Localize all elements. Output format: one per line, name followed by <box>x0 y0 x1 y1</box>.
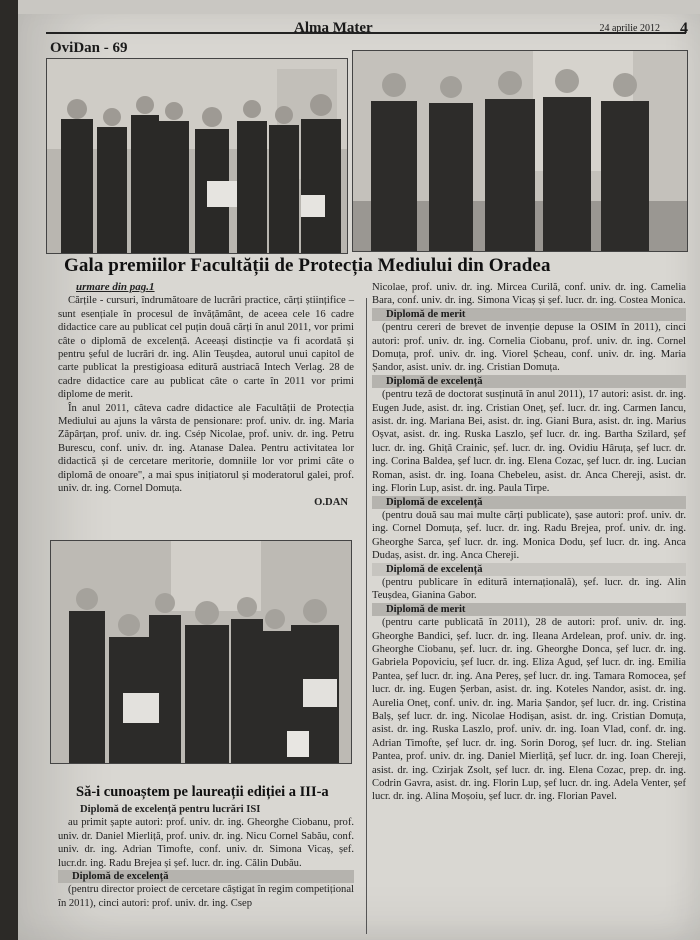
issue-date: 24 aprilie 2012 <box>599 23 660 34</box>
header-rule <box>46 32 686 34</box>
continued-note: urmare din pag.1 <box>76 281 155 293</box>
group-photo-right <box>352 50 688 252</box>
awards-column-right <box>372 281 686 804</box>
laureates-section <box>58 803 354 910</box>
article-headline: Gala premiilor Facultății de Protecția Mediului din Oradea <box>64 255 551 276</box>
group-photo-bottom <box>50 540 352 764</box>
laureates-title: Să-i cunoaștem pe laureații ediției a III-a <box>76 784 329 800</box>
excellence-diploma-text-2: (pentru două sau mai multe cărți publicate), șase autori: prof. univ. dr. ing. Cornel Domuța, șef. lucr. dr. ing. Radu Brejea, prof. univ. dr. ing. Gheorghe Sarca, șef lucr. dr. ing. Monica Dodu, șef lucr. dr. ing. Anca Dudaș, asist. dr. ing. Anca Chereji. <box>372 509 686 562</box>
author-signature: O.DAN <box>314 496 348 508</box>
isi-diploma-heading: Diplomă de excelență pentru lucrări ISI <box>80 804 261 815</box>
newspaper-name: Alma Mater <box>294 20 373 36</box>
group-photo-left <box>46 58 348 254</box>
excellence-diploma-heading-3: Diplomă de excelență <box>372 563 686 576</box>
merit-diploma-heading-2: Diplomă de merit <box>372 603 686 616</box>
director-diploma-text: (pentru director proiect de cercetare câștigat în regim competițional în 2011), cinci autori: prof. univ. dr. ing. Csep <box>58 884 354 909</box>
top-margin <box>18 0 700 14</box>
page-number: 4 <box>680 20 688 37</box>
newspaper-page <box>18 0 700 940</box>
article-body-left <box>58 281 354 509</box>
excellence-diploma-heading-2: Diplomă de excelență <box>372 496 686 509</box>
section-label: OviDan - 69 <box>50 40 128 56</box>
merit-diploma-text-1: (pentru cereri de brevet de invenție depuse la OSIM în 2011), cinci autori: prof. univ. dr. ing. Cornelia Ciobanu, prof. univ. dr. ing. Cornel Domuța, prof. univ. dr. ing. Viorel Șcheau, conf. univ. dr. ing. Maria Șandor, asist. univ. dr. ing. Cristian Domuța. <box>372 322 686 374</box>
excellence-diploma-text-3: (pentru publicare în editură internațională), șef. lucr. dr. ing. Alin Teușdea, Gianina Gabor. <box>372 576 686 602</box>
merit-diploma-text-2: (pentru carte publicată în 2011), 28 de autori: prof. univ. dr. ing. Gheorghe Bandici, șef. lucr. dr. ing. Ileana Ardelean, prof. univ. dr. ing. Gheorghe Ciobanu, șef. lucr. dr. ing. Gheorghe Donca, șef lucr. dr. ing. Gabriela Popoviciu, șef lucr. dr. ing. Eliza Agud, șef lucr. dr. ing. Emilia Pantea, șef lucr. dr. ing. Ana Pereș, șef lucr. dr. ing. Tamara Romocea, șef lucr. dr. ing. Eugen Șerban, asist. dr. ing. Koteles Nandor, asist. dr. ing. Aurelia Oneț, conf. univ. dr. ing. Maria Șandor, șef lucr. dr. ing. Cristina Balș, șef lucr. dr. ing. Nicolae Hodișan, asist. dr. ing. Cristian Domuța, asist. dr. ing. Ruska Laszlo, prof. univ. dr. ing. Ioan Vlad, conf. dr. ing. Adrian Timofte, șef lucr. dr. ing. Sorin Dorog, șef lucr. dr. ing. Stelian Pantea, prof. univ. dr. ing. Daniel Mierliță, șef lucr. dr. ing. Ioan Chereji, asist. dr. ing. Czirjak Zsolt, șef lucr. dr. ing. Elena Cozac, prep. dr. ing. Codrin Gavra, asist. dr. ing. Florin Lup, șef lucr. dr. ing. Adela Venter, șef lucr. dr. ing. Alina Moșoiu, șef lucr. dr. ing. Florian Pavel. <box>372 617 686 803</box>
director-diploma-heading: Diplomă de excelență <box>58 870 354 883</box>
excellence-diploma-heading-1: Diplomă de excelență <box>372 375 686 388</box>
column-divider <box>366 298 367 934</box>
isi-diploma-text: au primit șapte autori: prof. univ. dr. ing. Gheorghe Ciobanu, prof. univ. dr. Daniel Mierliță, prof. univ. dr. ing. Nicu Cornel Sabău, conf. univ. dr. ing. Adrian Timofte, conf. univ. dr. Simona Vicaș, șef. lucr.dr. ing. Radu Brejea și șef. lucr. dr. ing. Călin Dubău. <box>58 817 354 869</box>
merit-diploma-heading-1: Diplomă de merit <box>372 308 686 321</box>
excellence-diploma-text-1: (pentru teză de doctorat susținută în anul 2011), 17 autori: asist. dr. ing. Eugen Jude, asist. dr. ing. Cristian Oneț, șef. lucr. dr. ing. Carmen Iancu, asist. dr. ing. Mariana Bei, asist. dr. ing. Giani Bura, asist. dr. ing. Marius Oșvat, asist. dr. ing. Ruska Laszlo, șef lucr. dr. ing. Bartha Szilard, șef lucr. dr. ing. Ghiță Crainic, șef. lucr. dr. ing. Ovidiu Hâruța, șef lucr. dr. ing. Corina Baldea, șef lucr. dr. ing. Elena Cozac, șef lucr. dr. ing. Lucian Roman, asist. dr. ing. Ioana Chebeleu, asist. dr. Anca Chereji, asist. dr. ing. Florin Lup, asist. dr. ing. Paula Tirpe. <box>372 389 686 495</box>
article-paragraph-1: Cărțile - cursuri, îndrumătoare de lucrări practice, cărți științifice – sunt esențiale în procesul de învățământ, de aceea cele 16 cadre didactice care au publicat cel puțin două cărți în anul 2011, vor primi câte o diplomă de excelență. Aceeași distincție va fi acordată și pentru șeful de lucrări dr. ing. Alin Teușdea, autorul unui capitol de carte publicat la prestigioasa editură austriacă Intech Verlag. 28 de cadre didactice care au publicat câte o carte în 2011 vor primi diplome de merit. <box>58 295 354 401</box>
article-paragraph-2: În anul 2011, câteva cadre didactice ale Facultății de Protecția Mediului au ajuns la vârsta de pensionare: prof. univ. dr. ing. Maria Zăpârțan, prof. univ. dr. ing. Csép Nicolae, prof. univ. dr. ing. Petru Burescu, conf. univ. dr. ing. Atanase Dalea. Pentru activitatea lor didactică și de cercetare meritorie, domniile lor vor primi câte o diplomă de onoare", a mai spus inițiatorul și moderatorul galei, prof. univ. dr. ing. Cornel Domuța. <box>58 402 354 495</box>
continued-text: Nicolae, prof. univ. dr. ing. Mircea Curilă, conf. univ. dr. ing. Camelia Bara, conf. univ. dr. ing. Simona Vicaș și șef. lucr. dr. ing. Costea Monica. <box>372 282 686 307</box>
